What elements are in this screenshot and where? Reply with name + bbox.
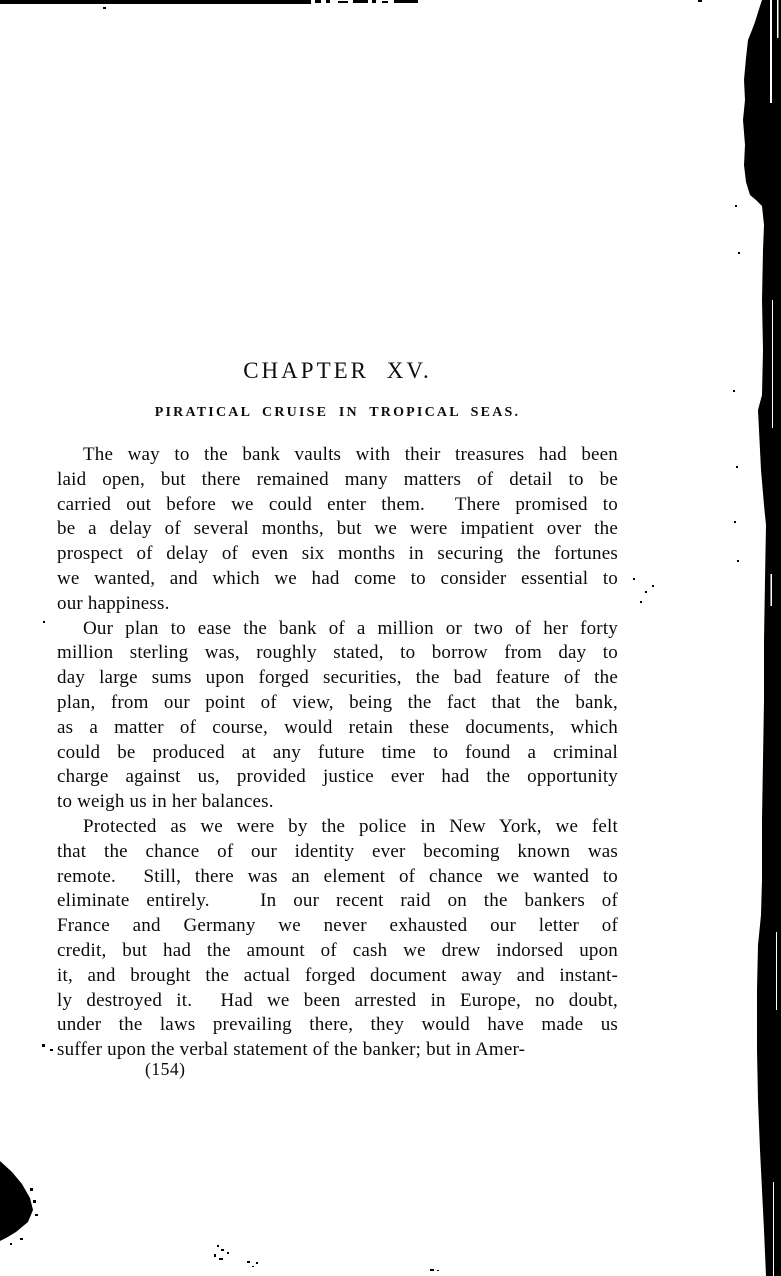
body-text [57,443,618,1063]
text-line: ly destroyed it. Had we been arrested in Europe, no doubt, [57,989,618,1011]
text-line: Our plan to ease the bank of a million or two of her forty [83,617,618,639]
text-line: charge against us, provided justice ever had the opportunity [57,766,618,788]
scan-top-edge-line [0,0,702,9]
text-line: our happiness. [57,592,170,614]
text-line: credit, but had the amount of cash we drew indorsed upon [57,939,618,961]
text-line: as a matter of course, would retain these documents, which [57,716,618,738]
chapter-heading: CHAPTER XV. [243,358,432,383]
text-line: million sterling was, roughly stated, to borrow from day to [57,642,618,664]
page-number: (154) [145,1059,186,1079]
text-line: that the chance of our identity ever becoming known was [57,840,618,862]
text-line: laid open, but there remained many matters of detail to be [57,468,618,490]
text-line: could be produced at any future time to found a criminal [57,741,618,763]
text-line: prospect of delay of even six months in securing the fortunes [57,543,618,565]
text-line: France and Germany we never exhausted our letter of [57,915,618,937]
text-line: eliminate entirely. In our recent raid on the bankers of [57,890,618,912]
text-line: remote. Still, there was an element of chance we wanted to [57,865,618,887]
text-line: be a delay of several months, but we were impatient over the [57,518,618,540]
chapter-subtitle: PIRATICAL CRUISE IN TROPICAL SEAS. [154,405,521,420]
text-line: suffer upon the verbal statement of the banker; but in Amer- [57,1039,526,1061]
text-line: to weigh us in her balances. [57,791,274,813]
text-line: The way to the bank vaults with their treasures had been [83,444,618,465]
text-line: under the laws prevailing there, they would have made us [57,1014,618,1036]
text-line: day large sums upon forged securities, the bad feature of the [57,667,618,689]
scan-edge-shadow [733,0,781,1276]
text-line: plan, from our point of view, being the fact that the bank, [57,691,618,713]
text-line: it, and brought the actual forged document away and instant- [57,964,618,986]
text-line: carried out before we could enter them. There promised to [57,493,618,515]
text-line: we wanted, and which we had come to consider essential to [57,567,618,589]
text-line: Protected as we were by the police in New York, we felt [83,815,618,837]
scan-corner-blob [0,1161,38,1245]
